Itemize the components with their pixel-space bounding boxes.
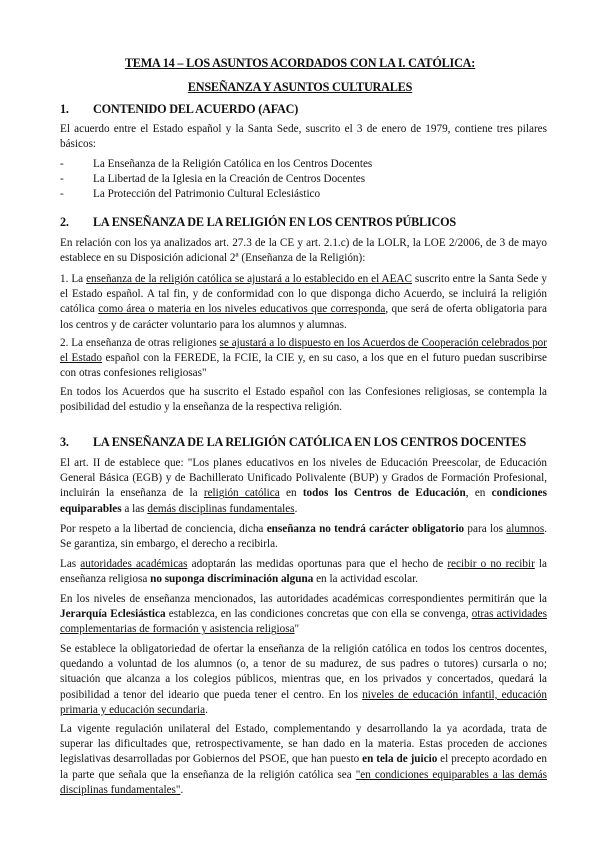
section-1-heading	[60, 101, 550, 118]
section-1-bullet-list	[60, 157, 550, 203]
section-3-paragraph-1: El art. II de establece que: "Los planes educativos en los niveles de Educación Preescolar, de Educación General Básica (EGB) y de Bachillerato Unificado Polivalente (BUP) y Grados de Formación Profesional, incluirán la enseñanza de la religión católica en todos los Centros de Educación, en condiciones equiparables a las demás disciplinas fundamentales.	[60, 457, 547, 515]
section-2-paragraph-2: 1. La enseñanza de la religión católica se ajustará a lo establecido en el AEAC suscrito entre la Santa Sede y el Estado español. A tal fin, y de conformidad con lo que disponga dicho Acuerdo, se incluirá la religión católica como área o materia en los niveles educativos que corresponda, que será de oferta obligatoria para los centros y de carácter voluntario para los alumnos y alumnas.	[60, 273, 547, 331]
section-3-paragraph-6: La vigente regulación unilateral del Estado, complementando y desarrollando la ya acordada, trata de superar las dificultades que, retrospectivamente, se han dado en la materia. Estas proceden de acciones legislativas desarrolladas por Gobiernos del PSOE, que han puesto en tela de juicio el precepto acordado en la parte que señala que la enseñanza de la religión católica sea "en condiciones equiparables a las demás disciplinas fundamentales".	[60, 723, 547, 796]
section-3-heading-text: LA ENSEÑANZA DE LA RELIGIÓN CATÓLICA EN LOS CENTROS DOCENTES	[93, 435, 527, 449]
document-title: TEMA 14 – LOS ASUNTOS ACORDADOS CON LA I. CATÓLICA:	[124, 56, 476, 70]
section-2-number: 2.	[60, 215, 69, 229]
section-3-paragraph-3: Las autoridades académicas adoptarán las medidas oportunas para que el hecho de recibir o no recibir la enseñanza religiosa no suponga discriminación alguna en la actividad escolar.	[60, 558, 547, 586]
section-1-number: 1.	[60, 102, 69, 116]
list-item: - La Protección del Patrimonio Cultural Eclesiástico	[60, 187, 550, 202]
document-subtitle: ENSEÑANZA Y ASUNTOS CULTURALES	[187, 80, 413, 94]
list-item: - La Enseñanza de la Religión Católica en los Centros Docentes	[60, 157, 550, 172]
section-3-paragraph-4: En los niveles de enseñanza mencionados, las autoridades académicas correspondientes permitirán que la Jerarquía Eclesiástica establezca, en las condiciones concretas que con ella se convenga, otras actividades complementarias de formación y asistencia religiosa"	[60, 593, 547, 636]
section-3-paragraph-5: Se establece la obligatoriedad de ofertar la enseñanza de la religión católica en todos los centros docentes, quedando a voluntad de los alumnos (o, a tenor de su madurez, de sus padres o tutores) cursarla o no; situación que alcanza a los colegios públicos, mientras que, en los privados y concertados, quedará la posibilidad a tenor del ideario que pueda tener el centro. En los niveles de educación infantil, educación primaria y educación secundaria.	[60, 643, 547, 716]
bullet-dash: -	[60, 188, 64, 201]
list-item: - La Libertad de la Iglesia en la Creación de Centros Docentes	[60, 172, 550, 187]
bullet-dash: -	[60, 173, 64, 186]
section-2-heading	[60, 214, 550, 231]
section-1-intro: El acuerdo entre el Estado español y la Santa Sede, suscrito el 3 de enero de 1979, contiene tres pilares básicos:	[60, 123, 547, 151]
section-1-heading-text: CONTENIDO DEL ACUERDO (AFAC)	[93, 102, 299, 116]
section-3-paragraph-2: Por respeto a la libertad de conciencia, dicha enseñanza no tendrá carácter obligatorio para los alumnos. Se garantiza, sin embargo, el derecho a recibirla.	[60, 523, 548, 551]
bullet-dash: -	[60, 158, 64, 170]
section-3-heading	[60, 434, 550, 451]
section-2-paragraph-3: 2. La enseñanza de otras religiones se ajustará a lo dispuesto en los Acuerdos de Cooperación celebrados por el Estado español con la FEREDE, la FCIE, la CIE y, en su caso, a los que en el futuro puedan suscribirse con otras confesiones religiosas"	[60, 337, 548, 380]
section-2-paragraph-4: En todos los Acuerdos que ha suscrito el Estado español con las Confesiones religiosas, se contempla la posibilidad del estudio y la enseñanza de la respectiva religión.	[60, 386, 547, 414]
section-3-number: 3.	[60, 435, 69, 449]
section-2-heading-text: LA ENSEÑANZA DE LA RELIGIÓN EN LOS CENTROS PÚBLICOS	[93, 215, 456, 229]
section-2-paragraph-1: En relación con los ya analizados art. 27.3 de la CE y art. 2.1.c) de la LOLR, la LOE 2/2006, de 3 de mayo establece en su Disposición adicional 2ª (Enseñanza de la Religión):	[60, 237, 547, 265]
